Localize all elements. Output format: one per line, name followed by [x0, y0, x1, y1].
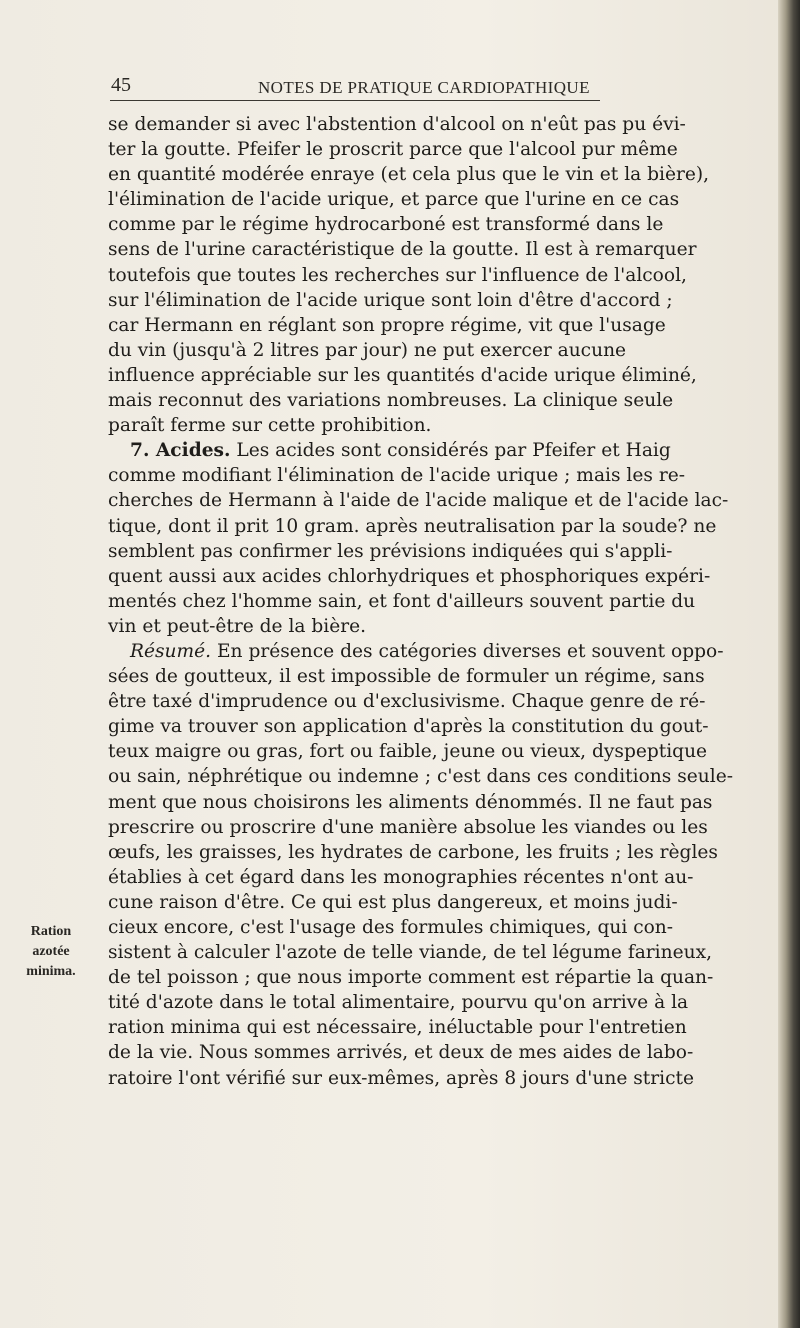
text-line: cieux encore, c'est l'usage des formules chimiques, qui con-: [108, 917, 674, 938]
resume-first-line: [108, 639, 724, 664]
page-edge-shadow: [778, 0, 800, 1328]
text-line: car Hermann en réglant son propre régime, vit que l'usage: [108, 314, 666, 336]
text-line: l'élimination de l'acide urique, et parce que l'urine en ce cas: [108, 189, 680, 211]
text-run: Les acides sont considérés par Pfeifer et Haig: [230, 440, 671, 462]
text-line: ter la goutte. Pfeifer le proscrit parce que l'alcool pur même: [108, 139, 678, 161]
text-line: gime va trouver son application d'après la constitution du gout-: [108, 716, 709, 738]
text-line: teux maigre ou gras, fort ou faible, jeune ou vieux, dyspeptique: [108, 741, 708, 763]
margin-note-line: azotée: [32, 944, 70, 959]
body-text: [108, 112, 733, 1091]
text-line: ratoire l'ont vérifié sur eux-mêmes, après 8 jours d'une stricte: [108, 1067, 694, 1089]
header-rule: [110, 100, 600, 101]
text-line: tique, dont il prit 10 gram. après neutralisation par la soude? ne: [108, 515, 717, 537]
text-line: sées de goutteux, il est impossible de formuler un régime, sans: [108, 666, 705, 688]
text-line: semblent pas confirmer les prévisions indiquées qui s'appli-: [108, 540, 673, 562]
text-line: comme modifiant l'élimination de l'acide urique ; mais les re-: [108, 465, 686, 487]
text-line: sens de l'urine caractéristique de la goutte. Il est à remarquer: [108, 239, 697, 261]
margin-note: [8, 922, 94, 982]
text-line: toutefois que toutes les recherches sur l'influence de l'alcool,: [108, 264, 687, 286]
text-line: paraît ferme sur cette prohibition.: [108, 415, 432, 437]
margin-note-line: minima.: [26, 964, 76, 979]
text-line: cherches de Hermann à l'aide de l'acide malique et de l'acide lac-: [108, 490, 729, 512]
text-line: du vin (jusqu'à 2 litres par jour) ne put exercer aucune: [108, 339, 627, 361]
text-line: établies à cet égard dans les monographies récentes n'ont au-: [108, 866, 694, 888]
running-head: NOTES DE PRATIQUE CARDIOPATHIQUE: [258, 78, 590, 97]
text-line: ration minima qui est nécessaire, inéluctable pour l'entretien: [108, 1017, 687, 1039]
text-line: mais reconnut des variations nombreuses. La clinique seule: [108, 390, 674, 412]
text-line: œufs, les graisses, les hydrates de carbone, les fruits ; les règles: [108, 841, 718, 863]
text-line: de la vie. Nous sommes arrivés, et deux de mes aides de labo-: [108, 1042, 694, 1064]
text-line: en quantité modérée enraye (et cela plus que le vin et la bière),: [108, 164, 710, 186]
text-line: tité d'azote dans le total alimentaire, pourvu qu'on arrive à la: [108, 992, 689, 1014]
page-number: 45: [111, 74, 131, 96]
acides-first-line: [108, 438, 671, 463]
text-line: se demander si avec l'abstention d'alcool on n'eût pas pu évi-: [108, 114, 686, 135]
text-run: En présence des catégories diverses et souvent oppo-: [211, 640, 724, 662]
text-line: influence appréciable sur les quantités d'acide urique éliminé,: [108, 364, 697, 386]
text-line: être taxé d'imprudence ou d'exclusivisme. Chaque genre de ré-: [108, 691, 706, 713]
section-heading-resume: Résumé.: [130, 640, 212, 662]
text-line: ou sain, néphrétique ou indemne ; c'est dans ces conditions seule-: [108, 766, 733, 788]
text-line: mentés chez l'homme sain, et font d'ailleurs souvent partie du: [108, 590, 696, 612]
text-line: sistent à calculer l'azote de telle viande, de tel légume farineux,: [108, 942, 712, 964]
margin-note-line: Ration: [30, 924, 72, 939]
text-line: sur l'élimination de l'acide urique sont loin d'être d'accord ;: [108, 289, 673, 311]
text-line: vin et peut-être de la bière.: [108, 615, 367, 637]
text-line: comme par le régime hydrocarboné est transformé dans le: [108, 214, 664, 236]
text-line: prescrire ou proscrire d'une manière absolue les viandes ou les: [108, 816, 708, 838]
text-line: ment que nous choisirons les aliments dénommés. Il ne faut pas: [108, 791, 713, 813]
text-line: quent aussi aux acides chlorhydriques et phosphoriques expéri-: [108, 565, 711, 587]
section-heading-acides: 7. Acides.: [130, 440, 231, 462]
text-line: de tel poisson ; que nous importe comment est répartie la quan-: [108, 967, 714, 989]
text-line: cune raison d'être. Ce qui est plus dangereux, et moins judi-: [108, 891, 678, 913]
